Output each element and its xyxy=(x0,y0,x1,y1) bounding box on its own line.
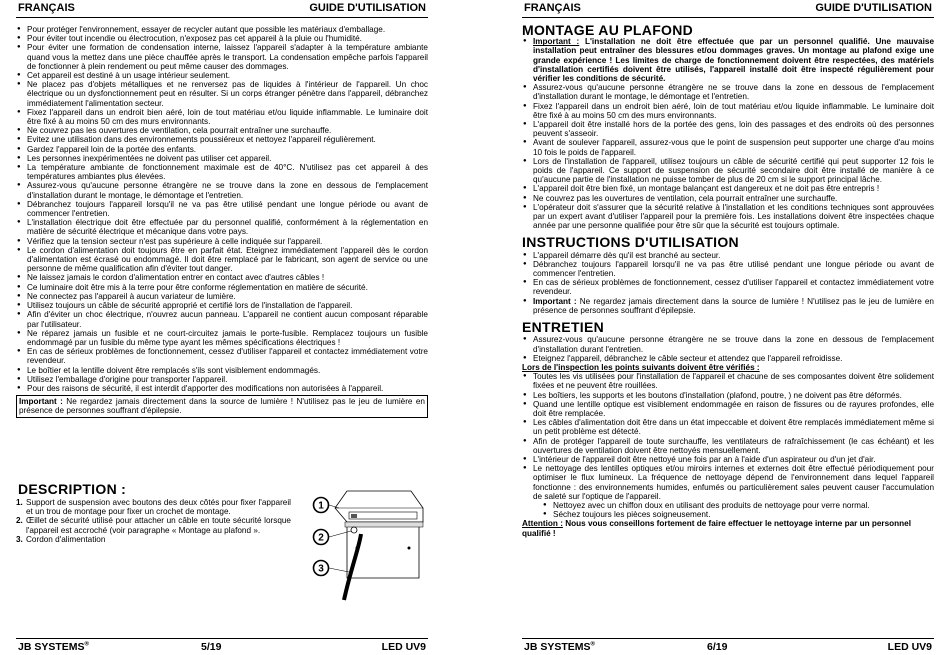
safety-item: ● Débranchez toujours l'appareil lorsqu'il ne va pas être utilisé pendant une longue période ou avant de commencer l'entretien. xyxy=(16,200,428,218)
header-title: GUIDE D'UTILISATION xyxy=(815,2,932,14)
page-right xyxy=(522,0,934,654)
montage-item: ● L'opérateur doit s'assurer que la sécurité relative à l'installation et les conditions techniques sont approuvées par un expert avant d'utiliser l'appareil pour la première fois. Les installations doivent être inspectées chaque année par une personne qualifiée pour être sûr que la sécurité est toujours optimale. xyxy=(522,203,934,231)
inspection-list xyxy=(522,372,934,501)
montage-item: ● Ne couvrez pas les ouvertures de ventilation, cela pourrait entraîner une surchauffe. xyxy=(522,194,934,203)
entretien-list xyxy=(522,335,934,363)
safety-item: ● Afin d'éviter un choc électrique, n'ouvrez aucun panneau. L'appareil ne contient aucun composant réparable par l'utilisateur. xyxy=(16,310,428,328)
entretien-item: ● Eteignez l'appareil, débranchez le câble secteur et attendez que l'appareil refroidisse. xyxy=(522,354,934,363)
description-item xyxy=(16,516,291,534)
inspection-item: ● Les câbles d'alimentation doit être dans un état impeccable et doivent être remplacés immédiatement même si un petit problème est détecté. xyxy=(522,418,934,436)
page-footer xyxy=(16,638,428,655)
description-list xyxy=(16,498,291,544)
safety-item: ● Le cordon d'alimentation doit toujours être en parfait état. Eteignez immédiatement l'appareil dès le cordon d'alimentation est écrasé ou endommagé. Il doit être remplacé par le fabricant, son agent de service ou une personne de même qualification afin d'éviter tout danger. xyxy=(16,246,428,274)
montage-item: ● L'appareil doit être bien fixé, un montage balançant est dangereux et ne doit pas être entrepris ! xyxy=(522,184,934,193)
instructions-item: ● Débranchez toujours l'appareil lorsqu'il ne va pas être utilisé pendant une longue période ou avant de commencer l'entretien. xyxy=(522,260,934,278)
description-item-text: Œillet de sécurité utilisé pour attacher un câble en toute sécurité lorsque l'appareil est accroché (voir paragraphe « Montage au plafond ». xyxy=(26,516,291,535)
description-item-number: 1. xyxy=(16,498,23,507)
safety-item: ● Gardez l'appareil loin de la portée des enfants. xyxy=(16,145,428,154)
inspection-subitem: ● Séchez toujours les pièces soigneusement. xyxy=(522,510,934,519)
safety-item: ● La température ambiante de fonctionnement maximale est de 40°C. N'utilisez pas cet appareil à des températures ambiantes plus élevées. xyxy=(16,163,428,181)
safety-item: ● Pour protéger l'environnement, essayer de recycler autant que possible les matériaux d'emballage. xyxy=(16,25,428,34)
safety-item: ● Ne réparez jamais un fusible et ne court-circuitez jamais le porte-fusible. Remplacez toujours un fusible endommagé par un fusible du même type ayant les mêmes spécifications électriques ! xyxy=(16,329,428,347)
page-left xyxy=(16,0,428,654)
safety-item: ● Ne connectez pas l'appareil à aucun variateur de lumière. xyxy=(16,292,428,301)
montage-item: ● L'appareil doit être installé hors de la portée des gens, loin des passages et des endroits où des personnes peuvent s'asseoir. xyxy=(522,120,934,138)
instructions-important: ● Important : Ne regardez jamais directement dans la source de lumière ! N'utilisez pas le jeu de lumière en présence de personnes souffrant d'épilepsie. xyxy=(522,297,934,315)
montage-item: ● Avant de soulever l'appareil, assurez-vous que le point de suspension peut supporter une charge d'au moins 10 fois le poids de l'appareil. xyxy=(522,138,934,156)
footer-model: LED UV9 xyxy=(381,641,426,653)
label-2 xyxy=(314,530,329,545)
montage-item: ● Lors de l'installation de l'appareil, utilisez toujours un câble de sécurité certifié qui peut supporter 12 fois le poids de l'appareil. Ce support de suspension de sécurité secondaire doit être installé de manière à ce qu'aucune partie de l'installation ne puisse tomber de plus de 20 cm si le support principal lâche. xyxy=(522,157,934,185)
safety-section xyxy=(16,25,428,418)
safety-item: ● Pour des raisons de sécurité, il est interdit d'apporter des modifications non autorisées à l'appareil. xyxy=(16,384,428,393)
page-header xyxy=(522,0,934,18)
right-content xyxy=(522,22,934,538)
instructions-list xyxy=(522,251,934,297)
montage-bullets xyxy=(522,83,934,230)
safety-item: ● Vérifiez que la tension secteur n'est pas supérieure à celle indiquée sur l'appareil. xyxy=(16,237,428,246)
safety-item: ● L'installation électrique doit être effectuée par du personnel qualifié, conformément à la réglementation en matière de sécurité électrique et mécanique dans votre pays. xyxy=(16,218,428,236)
inspection-item: ● Toutes les vis utilisées pour l'installation de l'appareil et chacune de ses composantes doivent être solidement fixées et ne peuvent être rouillées. xyxy=(522,372,934,390)
safety-item: ● Ce luminaire doit être mis à la terre pour être conforme réglementation en matière de sécurité. xyxy=(16,283,428,292)
instructions-item: ● L'appareil démarre dès qu'il est branché au secteur. xyxy=(522,251,934,260)
montage-item: ● Fixez l'appareil dans un endroit bien aéré, loin de tout matériau et/ou liquide inflammable. Le luminaire doit être fixé à au moins 50 cm des murs environnants. xyxy=(522,102,934,120)
inspection-sublist xyxy=(522,501,934,519)
safety-item: ● Evitez une utilisation dans des environnements poussiéreux et nettoyez l'appareil régulièrement. xyxy=(16,135,428,144)
safety-item: ● Ne laissez jamais le cordon d'alimentation entrer en contact avec d'autres câbles ! xyxy=(16,273,428,282)
important-label: Important : xyxy=(19,397,63,407)
svg-text:3: 3 xyxy=(318,563,324,575)
montage-list xyxy=(522,37,934,83)
footer-brand: JB SYSTEMS® xyxy=(18,641,89,653)
svg-text:2: 2 xyxy=(318,532,324,544)
important-box xyxy=(16,395,428,417)
safety-item: ● Ne placez pas d'objets métalliques et ne renversez pas de liquides à l'intérieur de l'appareil. Un choc électrique ou un dysfonctionnement peut en résulter. Si un corps étranger pénètre dans l'appareil, débranchez immédiatement l'alimentation secteur. xyxy=(16,80,428,108)
inspection-subitem: ● Nettoyez avec un chiffon doux en utilisant des produits de nettoyage pour verre normal. xyxy=(522,501,934,510)
safety-item: ● Le boîtier et la lentille doivent être remplacés s'ils sont visiblement endommagés. xyxy=(16,366,428,375)
page-footer xyxy=(522,638,934,655)
safety-item: ● Cet appareil est destiné à un usage intérieur seulement. xyxy=(16,71,428,80)
description-item-text: Support de suspension avec boutons des deux côtés pour fixer l'appareil et un trou de montage pour fixer un crochet de montage. xyxy=(26,498,291,517)
montage-title: MONTAGE AU PLAFOND xyxy=(522,22,694,38)
footer-page-number: 6/19 xyxy=(707,641,728,653)
montage-item: ● Assurez-vous qu'aucune personne étrangère ne se trouve dans la zone en dessous de l'emplacement d'installation durant le montage, le démontage et l'entretien. xyxy=(522,83,934,101)
description-item xyxy=(16,498,291,516)
footer-brand: JB SYSTEMS® xyxy=(524,641,595,653)
safety-item: ● Pour éviter une formation de condensation interne, laissez l'appareil s'adapter à la température ambiante quand vous la mettez dans une pièce chauffée après le transport. La condensation empêche parfois l'appareil de fonctionner à plein rendement ou peut même causer des dommages. xyxy=(16,43,428,71)
instructions-title: INSTRUCTIONS D'UTILISATION xyxy=(522,234,739,251)
safety-item: ● Utilisez l'emballage d'origine pour transporter l'appareil. xyxy=(16,375,428,384)
safety-item: ● Les personnes inexpérimentées ne doivent pas utiliser cet appareil. xyxy=(16,154,428,163)
inspection-item: ● Le nettoyage des lentilles optiques et/ou miroirs internes et externes doit être effectué périodiquement pour optimiser le flux lumineux. La fréquence de nettoyage dépend de l'environnement dans lequel l'appareil fonctionne : des environnements humides, enfumés ou particulièrement sales peuvent causer l'accumulation de saleté sur l'optique de l'appareil. xyxy=(522,464,934,501)
entretien-title: ENTRETIEN xyxy=(522,319,605,336)
description-title: DESCRIPTION : xyxy=(18,481,127,497)
description-item-number: 3. xyxy=(16,534,23,544)
label-1 xyxy=(314,498,329,513)
footer-model: LED UV9 xyxy=(887,641,932,653)
important-text: Ne regardez jamais directement dans la source de lumière ! N'utilisez pas le jeu de lumière en présence de personnes souffrant d'épilepsie. xyxy=(19,397,425,416)
inspection-item: ● Afin de protéger l'appareil de toute surchauffe, les ventilateurs de rafraîchissement (le cas échéant) et les ouvertures de ventilation doivent être nettoyés mensuellement. xyxy=(522,437,934,455)
description-item xyxy=(16,535,291,544)
page-header xyxy=(16,0,428,18)
safety-item: ● En cas de sérieux problèmes de fonctionnement, cessez d'utiliser l'appareil et contactez immédiatement votre revendeur. xyxy=(16,347,428,365)
inspection-heading: Lors de l'inspection les points suivants doivent être vérifiés : xyxy=(522,362,760,372)
montage-important: ● Important : L'installation ne doit être effectuée que par un personnel qualifié. Une mauvaise installation peut entraîner des blessures et/ou dommages graves. Un montage au plafond exige une grande expérience ! Les limites de charge de fonctionnement doivent être respectées, des matériels d'installation certifiés doivent être utilisés, l'appareil installé doit être inspecté régulièrement pour vérifier les conditions de sécurité. xyxy=(522,37,934,83)
inspection-item: ● Quand une lentille optique est visiblement endommagée en raison de fissures ou de rayures profondes, elle doit être remplacée. xyxy=(522,400,934,418)
inspection-item: ● L'intérieur de l'appareil doit être nettoyé une fois par an à l'aide d'un aspirateur ou d'un jet d'air. xyxy=(522,455,934,464)
instructions-item: ● En cas de sérieux problèmes de fonctionnement, cessez d'utiliser l'appareil et contactez immédiatement votre revendeur. xyxy=(522,278,934,296)
fixture-diagram xyxy=(299,488,428,603)
safety-item: ● Pour éviter tout incendie ou électrocution, n'exposez pas cet appareil à la pluie ou l'humidité. xyxy=(16,34,428,43)
footer-page-number: 5/19 xyxy=(201,641,222,653)
safety-list xyxy=(16,25,428,393)
safety-item: ● Utilisez toujours un câble de sécurité approprié et certifié lors de l'installation de l'appareil. xyxy=(16,301,428,310)
entretien-item: ● Assurez-vous qu'aucune personne étrangère ne se trouve dans la zone en dessous de l'emplacement d'installation durant l'entretien. xyxy=(522,335,934,353)
header-language: FRANÇAIS xyxy=(524,2,581,14)
description-item-number: 2. xyxy=(16,516,23,526)
safety-item: ● Fixez l'appareil dans un endroit bien aéré, loin de tout matériau et/ou liquide inflammable. Le luminaire doit être fixé à au moins 50 cm des murs environnants. xyxy=(16,108,428,126)
safety-item: ● Assurez-vous qu'aucune personne étrangère ne se trouve dans la zone en dessous de l'emplacement d'installation durant le montage, le démontage et l'entretien. xyxy=(16,181,428,199)
svg-text:1: 1 xyxy=(318,500,324,512)
attention-note: Attention : Nous vous conseillons fortement de faire effectuer le nettoyage interne par un personnel qualifié ! xyxy=(522,519,911,538)
header-title: GUIDE D'UTILISATION xyxy=(309,2,426,14)
safety-item: ● Ne couvrez pas les ouvertures de ventilation, cela pourrait entraîner une surchauffe. xyxy=(16,126,428,135)
inspection-item: ● Les boîtiers, les supports et les boutons d'installation (plafond, poutre, ) ne doivent pas être déformés. xyxy=(522,391,934,400)
header-language: FRANÇAIS xyxy=(18,2,75,14)
description-item-text: Cordon d'alimentation xyxy=(26,534,106,544)
label-3 xyxy=(314,561,329,576)
